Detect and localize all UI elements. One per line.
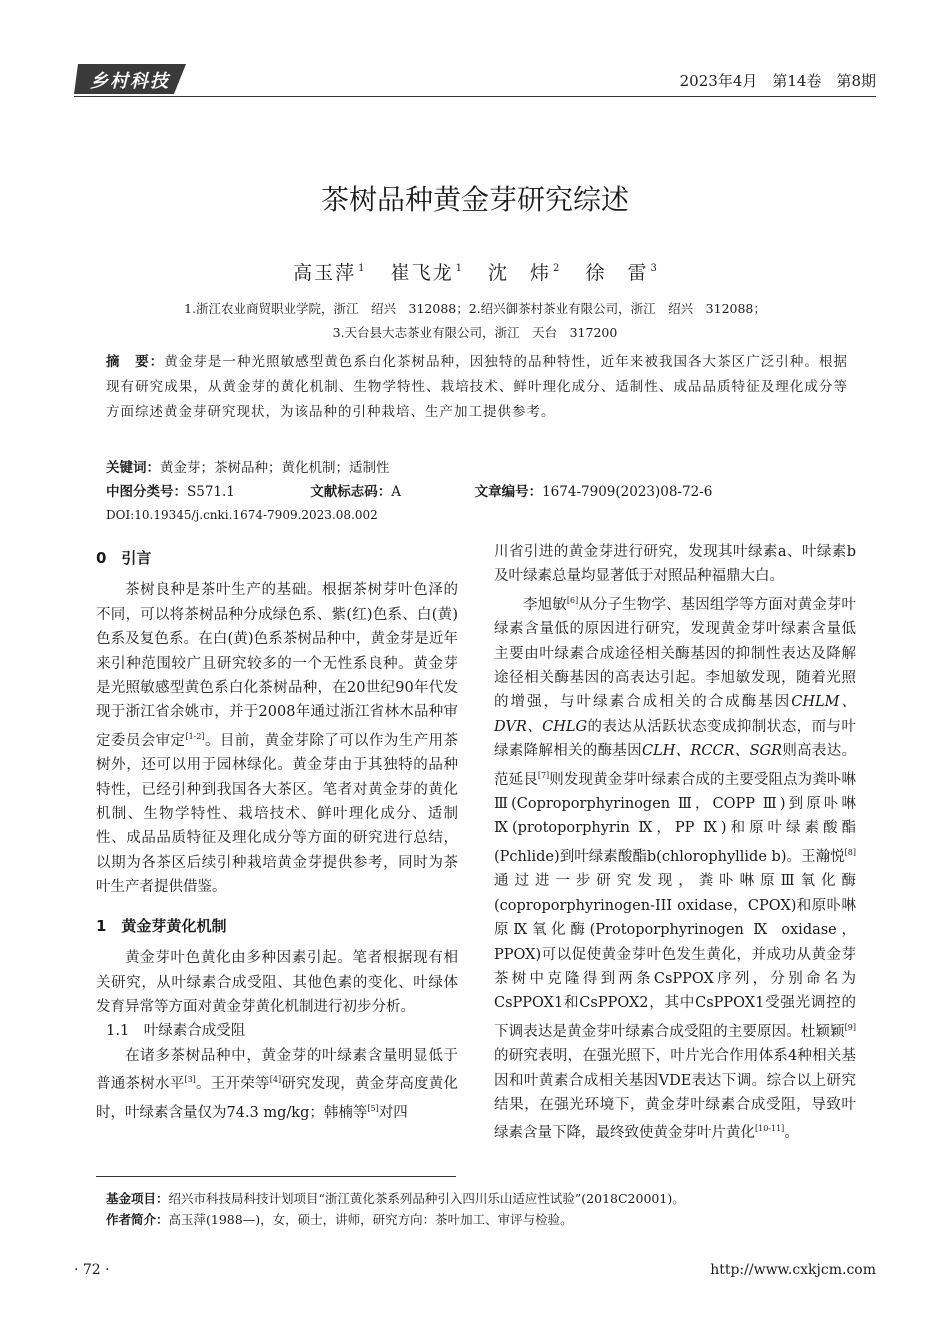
journal-url[interactable]: http://www.cxkjcm.com: [710, 1262, 876, 1278]
section-heading-1: 1 黄金芽黄化机制: [96, 916, 227, 935]
footnote: [106, 1188, 886, 1230]
citation: [9]: [844, 1022, 856, 1032]
footnote-divider: [96, 1176, 456, 1177]
issue-info: 2023年4月 第14卷 第8期: [679, 72, 876, 90]
paragraph: 川省引进的黄金芽进行研究，发现其叶绿素a、叶绿素b及叶绿素总量均显著低于对照品种福鼎大白。: [494, 544, 856, 585]
author-bio-label: 作者简介：: [106, 1212, 169, 1227]
author-affil-mark: 2: [553, 263, 560, 274]
author-affil-mark: 1: [358, 263, 365, 274]
citation: [1-2]: [185, 731, 205, 741]
keywords: [106, 456, 848, 481]
paragraph: 茶树良种是茶叶生产的基础。根据茶树芽叶色泽的不同，可以将茶树品种分成绿色系、紫(红)色系、白(黄)色系及复色系。在白(黄)色系茶树品种中，黄金芽是近年来引种范围较广且研究较多的一个无性系良种。黄金芽是光照敏感型黄色系白化茶树品种，在20世纪90年代发现于浙江省余姚市，并于2008年通过浙江省林木品种审定委员会审定[1-2]。目前，黄金芽除了可以作为生产用茶树外，还可以用于园林绿化。黄金芽由于其独特的品种特性，已经引种到我国各大茶区。笔者对黄金芽的黄化机制、生物学特性、栽培技术、鲜叶理化成分、适制性、成品品质特征及理化成分等方面的研究进行总结，以期为各茶区后续引种栽培黄金芽提供参考，同时为茶叶生产者提供借鉴。: [96, 582, 459, 896]
article-title: 茶树品种黄金芽研究综述: [320, 183, 629, 216]
clc-value: S571.1: [187, 484, 235, 500]
author-name: 崔飞龙: [390, 262, 454, 284]
citation: [8]: [844, 847, 856, 857]
abstract-text: 黄金芽是一种光照敏感型黄色系白化茶树品种，因独特的品种特性，近年来被我国各大茶区广泛引种。根据现有研究成果，从黄金芽的黄化机制、生物学特性、栽培技术、鲜叶理化成分、适制性、成品品质特征及理化成分等方面综述黄金芽研究现状，为该品种的引种栽培、生产加工提供参考。: [106, 354, 849, 420]
author-name: 沈 炜: [488, 262, 552, 284]
keywords-label: 关键词：: [106, 460, 160, 476]
paragraph: 在诸多茶树品种中，黄金芽的叶绿素含量明显低于普通茶树水平[3]。王开荣等[4]研究发现，黄金芽高度黄化时，叶绿素含量仅为74.3 mg/kg；韩楠等[5]对四: [96, 1047, 458, 1121]
author-list: [0, 258, 950, 285]
author-name: 高玉萍: [293, 262, 357, 284]
abstract-label: 摘 要：: [106, 354, 165, 370]
doi: DOI:10.19345/j.cnki.1674-7909.2023.08.002: [106, 508, 378, 522]
author-bio-text: 高玉萍(1988—)，女，硕士，讲师，研究方向：茶叶加工、审评与检验。: [168, 1212, 573, 1227]
paragraph: 黄金芽叶色黄化由多种因素引起。笔者根据现有相关研究，从叶绿素合成受阻、其他色素的变化、叶绿体发育异常等方面对黄金芽黄化机制进行初步分析。: [96, 950, 458, 1015]
affiliation-line-2: 3.天台县大志茶业有限公司，浙江 天台 317200: [332, 325, 618, 340]
author-affil-mark: 3: [650, 263, 657, 274]
classification-line: [106, 480, 848, 505]
fund-text: 绍兴市科技局科技计划项目“浙江黄化茶系列品种引入四川乐山适应性试验”(2018C20001)。: [168, 1191, 685, 1206]
clc-label: 中图分类号：: [106, 484, 187, 500]
left-column: [96, 540, 458, 1125]
paragraph: 李旭敏[6]从分子生物学、基因组学等方面对黄金芽叶绿素含量低的原因进行研究，发现黄金芽叶绿素含量低主要由叶绿素合成途径相关酶基因的抑制性表达及降解途径相关酶基因的高表达引起。李旭敏发现，随着光照的增强，与叶绿素合成相关的合成酶基因CHLM、DVR、CHLG的表达从活跃状态变成抑制状态，而与叶绿素降解相关的酶基因CLH、RCCR、SGR则高表达。范延艮[7]则发现黄金芽叶绿素合成的主要受阻点为粪卟啉Ⅲ(Coproporphyrinogen Ⅲ，COPP Ⅲ)到原卟啉Ⅸ(protoporphyrin Ⅸ，PP Ⅸ)和原叶绿素酸酯(Pchlide)到叶绿素酸酯b(chlorophyllide b)。王瀚悦[8]通过进一步研究发现，粪卟啉原Ⅲ氧化酶(coproporphyrinogen-III oxidase，CPOX)和原卟啉原Ⅸ氧化酶(Protoporphyrinogen Ⅸ oxidase，PPOX)可以促使黄金芽叶色发生黄化，并成功从黄金芽茶树中克隆得到两条CsPPOX序列，分别命名为CsPPOX1和CsPPOX2，其中CsPPOX1受强光调控的下调表达是黄金芽叶绿素合成受阻的主要原因。杜颖颖[9]的研究表明，在强光照下，叶片光合作用体系4种相关基因和叶黄素合成相关基因VDE表达下调。综合以上研究结果，在强光环境下，黄金芽叶绿素合成受阻，导致叶绿素含量下降，最终致使黄金芽叶片黄化[10-11]。: [494, 595, 857, 1142]
gene-names: CHLM、DVR、CHLG: [494, 694, 856, 735]
article-number-value: 1674-7909(2023)08-72-6: [542, 484, 713, 500]
author-name: 徐 雷: [585, 262, 649, 284]
logo-text: 乡村科技: [90, 71, 170, 92]
author-bio: [106, 1209, 886, 1230]
page-number: · 72 ·: [74, 1262, 110, 1278]
citation: [6]: [566, 595, 579, 605]
abstract: [106, 350, 848, 425]
doc-code-label: 文献标志码：: [310, 484, 392, 500]
right-column: [494, 540, 856, 1146]
gene-names: CLH、RCCR、SGR: [641, 743, 783, 760]
citation: [4]: [269, 1075, 282, 1085]
section-heading-0: 0 引言: [96, 549, 152, 567]
subsection-heading-1-1: 1.1 叶绿素合成受阻: [106, 1023, 246, 1040]
citation: [10-11]: [755, 1124, 785, 1134]
keywords-text: 黄金芽；茶树品种；黄化机制；适制性: [160, 460, 390, 476]
fund-label: 基金项目：: [106, 1191, 169, 1206]
fund-note: [106, 1188, 886, 1209]
header-divider: [74, 96, 876, 97]
author-affil-mark: 1: [455, 263, 462, 274]
doc-code-value: A: [391, 484, 402, 500]
citation: [7]: [537, 770, 550, 780]
article-number-label: 文章编号：: [474, 484, 543, 500]
citation: [3]: [184, 1075, 196, 1085]
citation: [5]: [367, 1103, 379, 1113]
journal-logo: [74, 64, 186, 94]
affiliation-line-1: 1.浙江农业商贸职业学院，浙江 绍兴 312088；2.绍兴御茶村茶业有限公司，浙江 绍兴 312088；: [184, 301, 766, 316]
